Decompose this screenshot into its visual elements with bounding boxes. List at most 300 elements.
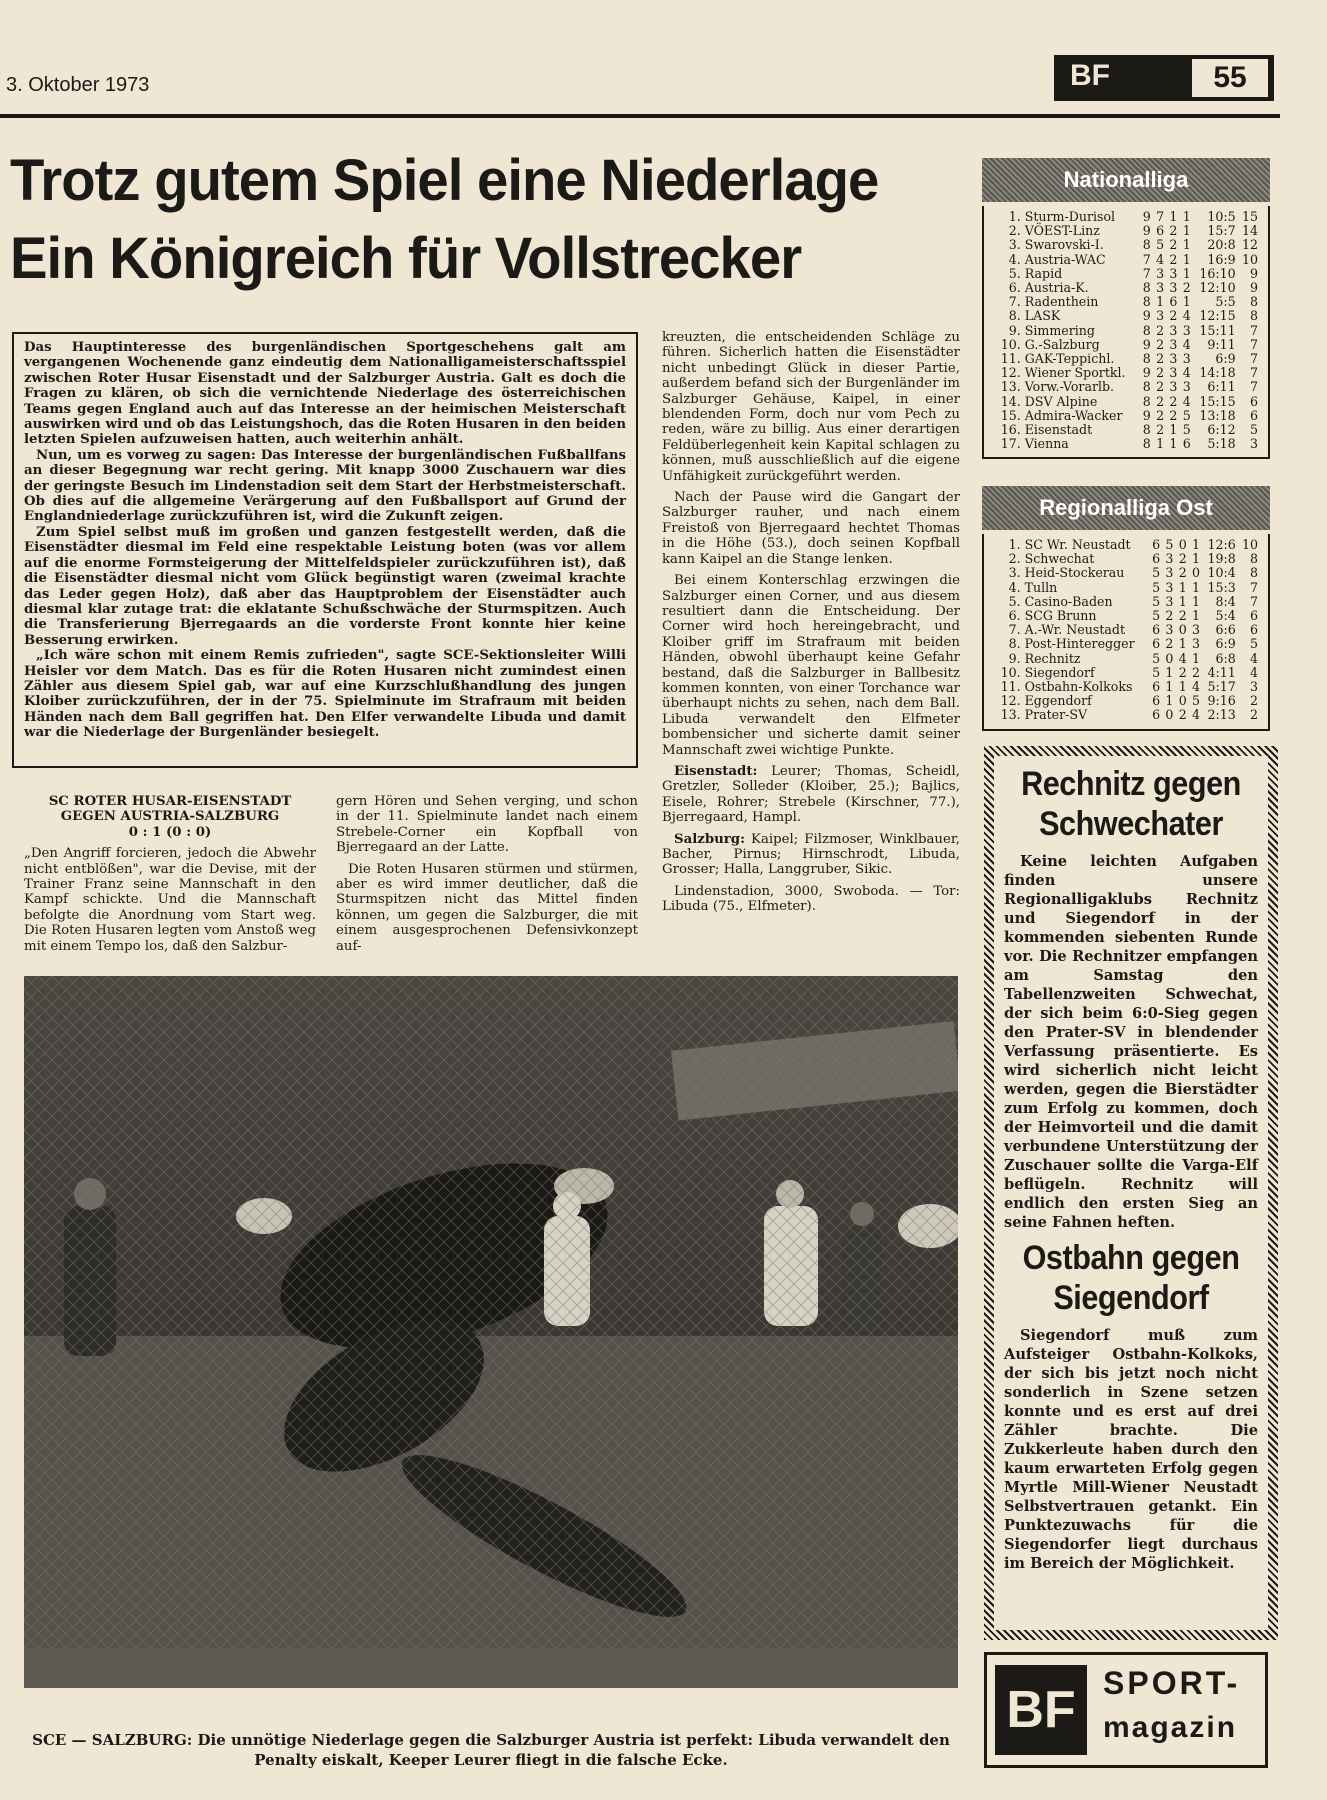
logo-text-sport: SPORT- [1103, 1665, 1241, 1701]
standings-cell: 19:8 [1207, 551, 1236, 567]
standings-cell: 1 [1156, 436, 1165, 452]
standings-cell: 15:7 [1207, 223, 1236, 239]
lineup-eisenstadt [662, 764, 960, 826]
standings-cell: 12:6 [1207, 537, 1236, 552]
standings-row [996, 395, 1260, 409]
sidebar-headline-2: Ostbahn gegen Siegendorf [1022, 1239, 1240, 1317]
photo-caption [16, 1730, 966, 1770]
standings-cell: 8. [1008, 636, 1021, 652]
nationalliga-table [996, 210, 1260, 451]
team-name: Admira-Wacker [1024, 407, 1123, 423]
standings-cell: 6:9 [1215, 351, 1236, 367]
standings-cell: 1. [1008, 537, 1021, 552]
issue-date: 3. Oktober 1973 [6, 74, 150, 96]
standings-cell: 5 [1192, 693, 1201, 709]
standings-cell: 3 [1165, 593, 1174, 609]
standings-cell: 6:12 [1207, 422, 1236, 438]
standings-cell: 12:10 [1199, 280, 1236, 296]
standings-cell: 7 [1249, 351, 1258, 367]
goalkeeper-diving-image [24, 976, 958, 1688]
standings-cell: 7. [1008, 294, 1021, 310]
standings-cell: 2 [1169, 251, 1178, 267]
standings-row [996, 680, 1260, 694]
standings-cell: 1 [1156, 294, 1165, 310]
article-paragraph: gern Hören und Sehen verging, und schon in der 11. Spielminute landet nach einem Strebele-Corner ein Kopfball von Bjerregaard an der Latte. [336, 794, 638, 856]
standings-cell: 3 [1182, 322, 1191, 338]
standings-cell: 1 [1192, 593, 1201, 609]
standings-cell: 2 [1156, 379, 1165, 395]
team-name: Austria-K. [1024, 280, 1089, 296]
standings-cell: 6:6 [1215, 622, 1236, 638]
standings-cell: 5:4 [1215, 608, 1236, 624]
standings-row [996, 708, 1260, 722]
standings-cell: 3 [1169, 351, 1178, 367]
standings-cell: 2 [1182, 280, 1191, 296]
team-name: LASK [1024, 308, 1061, 324]
standings-cell: 8 [1249, 294, 1258, 310]
match-score: 0 : 1 (0 : 0) [128, 824, 212, 840]
team-name: Eisenstadt [1024, 422, 1093, 438]
intro-paragraph: Nun, um es vorweg zu sagen: Das Interesse der burgenländischen Fußballfans an dieser Begegnung war recht gering. Mit knapp 3000 Zuschauern war dies der geringste Besuch im Lindenstadion seit dem Start der Herbstmeisterschaft. Ob dies auf die allgemeine Verärgerung auf den Fußballsport auf Grund der Englandniederlage zurückzuführen ist, wird die Zukunft zeigen. [24, 447, 626, 525]
standings-cell: 10 [1241, 251, 1258, 267]
standings-cell: 1 [1169, 209, 1178, 224]
standings-row [996, 409, 1260, 423]
team-name: Austria-WAC [1024, 251, 1106, 267]
match-report-column-2 [336, 794, 638, 964]
standings-cell: 8 [1142, 322, 1151, 338]
standings-cell: 5 [1249, 422, 1258, 438]
intro-box [12, 332, 638, 768]
standings-cell: 5 [1152, 593, 1161, 609]
standings-row [996, 666, 1260, 680]
standings-cell: 7 [1249, 365, 1258, 381]
logo-text-magazin: magazin [1103, 1711, 1238, 1744]
main-headline [10, 142, 941, 298]
standings-cell: 6 [1152, 636, 1161, 652]
article-column-right [662, 330, 960, 960]
standings-cell: 6 [1249, 407, 1258, 423]
standings-cell: 3. [1008, 237, 1021, 253]
article-paragraph: Nach der Pause wird die Gangart der Salzburger rauher, und nach einem Freistoß von Bjerregaard hechtet Thomas in die Höhe (53.), doch seinen Kopfball kann Kaipel an die Stange lenken. [662, 490, 960, 567]
team-name: Radenthein [1024, 294, 1099, 310]
standings-cell: 5. [1008, 593, 1021, 609]
standings-cell: 2 [1156, 351, 1165, 367]
standings-cell: 6:11 [1207, 379, 1236, 395]
standings-cell: 0 [1165, 707, 1174, 723]
sportmagazin-logo [984, 1652, 1268, 1768]
standings-cell: 2 [1169, 223, 1178, 239]
standings-cell: 2 [1249, 693, 1258, 709]
standings-cell: 1 [1192, 551, 1201, 567]
standings-cell: 8 [1142, 237, 1151, 253]
standings-cell: 1 [1169, 436, 1178, 452]
standings-cell: 1 [1192, 608, 1201, 624]
match-photo [24, 976, 958, 1688]
caption-lead: SCE — SALZBURG: [32, 1731, 193, 1749]
standings-cell: 12 [1241, 237, 1258, 253]
standings-row [996, 309, 1260, 323]
team-name: Prater-SV [1024, 707, 1088, 723]
standings-cell: 6:8 [1215, 650, 1236, 666]
standings-cell: 2 [1169, 393, 1178, 409]
standings-cell: 2 [1165, 608, 1174, 624]
standings-row [996, 694, 1260, 708]
standings-row [996, 652, 1260, 666]
team-name: Schwechat [1024, 551, 1095, 567]
standings-cell: 2 [1169, 237, 1178, 253]
standings-cell: 6 [1182, 436, 1191, 452]
standings-cell: 16:10 [1199, 265, 1236, 281]
standings-row [996, 423, 1260, 437]
standings-cell: 2 [1192, 664, 1201, 680]
standings-cell: 0 [1178, 622, 1187, 638]
standings-row [996, 366, 1260, 380]
standings-cell: 1 [1165, 664, 1174, 680]
standings-cell: 1 [1178, 679, 1187, 695]
standings-cell: 3 [1165, 551, 1174, 567]
standings-cell: 6 [1249, 622, 1258, 638]
standings-row [996, 295, 1260, 309]
intro-paragraph: „Ich wäre schon mit einem Remis zufrieden", sagte SCE-Sektionsleiter Willi Heisler vor dem Match. Das es für die Roten Husaren nicht zumindest einen Zähler aus diesem Spiel gab, war auf eine Kurzschlußhandlung des jungen Kloiber zurückzuführen, der in der 75. Spielminute im Strafraum mit beiden Händen nach dem Ball gegriffen hat. Den Elfer verwandelte Libuda und damit war die Niederlage der Burgenländer besiegelt. [24, 648, 626, 741]
team-name: Post-Hinteregger [1024, 636, 1135, 652]
standings-cell: 4. [1008, 579, 1021, 595]
sidebar-article-1-body: Keine leichten Aufgaben finden unsere Regionalligaklubs Rechnitz und Siegendorf in der kommenden siebenten Runde vor. Die Rechnitzer empfangen am Samstag den Tabellenzweiten Schwechat, der sich beim 6:0-Sieg gegen den Prater-SV in blendender Verfassung präsentierte. Es wird sicherlich nicht leicht werden, gegen die Bierstädter zum Erfolg zu kommen, doch der Heimvorteil und die damit verbundene Unterstützung der Zuschauer sollte die Varga-Elf beflügeln. Rechnitz will endlich den ersten Sieg an seine Fahnen heften. [1004, 853, 1258, 1231]
standings-cell: 5. [1008, 265, 1021, 281]
standings-cell: 5 [1152, 608, 1161, 624]
team-name: GAK-Teppichl. [1024, 351, 1115, 367]
standings-cell: 0 [1165, 650, 1174, 666]
standings-cell: 3 [1169, 322, 1178, 338]
team-name: Vienna [1024, 436, 1069, 452]
standings-cell: 2 [1169, 308, 1178, 324]
sidebar-articles-box [984, 746, 1278, 1640]
standings-row [996, 595, 1260, 609]
team-name: Heid-Stockerau [1024, 565, 1125, 581]
standings-cell: 2 [1178, 608, 1187, 624]
standings-cell: 6 [1152, 537, 1161, 552]
standings-cell: 6 [1152, 679, 1161, 695]
standings-cell: 1 [1178, 579, 1187, 595]
standings-cell: 15:15 [1199, 393, 1236, 409]
standings-cell: 1 [1192, 650, 1201, 666]
standings-cell: 3 [1165, 565, 1174, 581]
standings-cell: 1 [1178, 593, 1187, 609]
lineup-salzburg [662, 832, 960, 878]
standings-cell: 10 [1241, 537, 1258, 552]
standings-cell: 1 [1192, 537, 1201, 552]
team-name: VÖEST-Linz [1024, 223, 1100, 239]
article-paragraph: kreuzten, die entscheidenden Schläge zu führen. Sicherlich hatten die Eisenstädter nicht unbedingt Glück in dieser Partie, außerdem befand sich der Burgenländer im Salzburger Gehäuse, Kaipel, in einer blendenden Form, doch nur vom Pech zu reden, wäre zu billig. Aus einer derartigen Feldüberlegenheit kein Kapital schlagen zu können, muß ausschließlich auf die eigene Unfähigkeit zurückgeführt werden. [662, 330, 960, 484]
standings-cell: 3 [1249, 436, 1258, 452]
standings-cell: 9:11 [1207, 336, 1236, 352]
standings-cell: 13. [1000, 707, 1021, 723]
standings-cell: 4:11 [1207, 664, 1236, 680]
standings-cell: 3 [1182, 351, 1191, 367]
standings-cell: 1 [1182, 223, 1191, 239]
standings-cell: 1 [1165, 693, 1174, 709]
team-name: A.-Wr. Neustadt [1024, 622, 1126, 638]
standings-cell: 3 [1182, 379, 1191, 395]
standings-row [996, 324, 1260, 338]
standings-cell: 5 [1152, 579, 1161, 595]
standings-cell: 7 [1156, 209, 1165, 224]
standings-cell: 2:13 [1207, 707, 1236, 723]
standings-cell: 3 [1169, 379, 1178, 395]
standings-cell: 8 [1142, 436, 1151, 452]
standings-cell: 4 [1156, 251, 1165, 267]
standings-cell: 6 [1249, 608, 1258, 624]
standings-cell: 3 [1169, 336, 1178, 352]
standings-row [996, 538, 1260, 552]
standings-cell: 10:4 [1207, 565, 1236, 581]
standings-cell: 6 [1169, 294, 1178, 310]
standings-cell: 8 [1142, 379, 1151, 395]
standings-cell: 1 [1165, 679, 1174, 695]
standings-cell: 4 [1249, 650, 1258, 666]
team-name: Tulln [1024, 579, 1058, 595]
standings-cell: 1 [1169, 422, 1178, 438]
standings-cell: 3 [1156, 265, 1165, 281]
article-paragraph: Bei einem Konterschlag erzwingen die Salzburger einen Corner, und aus diesem resultiert dann die Entscheidung. Der Corner wird hoch hereingebracht, und Kloiber griff im Strafraum mit beiden Händen, obwohl überhaupt keine Gefahr bestand, daß die Salzburger in Ballbesitz kommen konnten, von einer Torchance war überhaupt nichts zu sehen, nach dem Ball. Libuda verwandelt den Elfmeter bombensicher und sicherte damit seiner Mannschaft zwei wichtige Punkte. [662, 573, 960, 758]
standings-cell: 15 [1241, 209, 1258, 224]
standings-cell: 20:8 [1207, 237, 1236, 253]
nationalliga-table-box [982, 206, 1270, 459]
standings-row [996, 338, 1260, 352]
standings-row [996, 552, 1260, 566]
standings-cell: 5 [1152, 565, 1161, 581]
standings-cell: 9 [1142, 336, 1151, 352]
match-venue: Lindenstadion, 3000, Swoboda. — Tor: Libuda (75., Elfmeter). [662, 883, 960, 915]
standings-cell: 10:5 [1207, 209, 1236, 224]
standings-cell: 7 [1249, 593, 1258, 609]
standings-cell: 3 [1165, 622, 1174, 638]
standings-cell: 2 [1178, 664, 1187, 680]
standings-cell: 1 [1192, 579, 1201, 595]
standings-cell: 0 [1178, 693, 1187, 709]
standings-cell: 5:5 [1215, 294, 1236, 310]
match-report-column-1 [24, 794, 316, 964]
standings-cell: 5 [1152, 650, 1161, 666]
standings-cell: 15:3 [1207, 579, 1236, 595]
caption-text: Die unnötige Niederlage gegen die Salzburger Austria ist perfekt: Libuda verwandelt den Penalty eiskalt, Keeper Leurer fliegt in die falsche Ecke. [192, 1731, 950, 1769]
regionalliga-header: Regionalliga Ost [982, 486, 1270, 530]
team-name: Rapid [1024, 265, 1063, 281]
standings-cell: 2 [1156, 407, 1165, 423]
team-name: DSV Alpine [1024, 393, 1098, 409]
standings-cell: 16:9 [1207, 251, 1236, 267]
standings-cell: 8 [1142, 294, 1151, 310]
standings-cell: 1. [1008, 209, 1021, 224]
standings-cell: 14 [1241, 223, 1258, 239]
standings-cell: 2 [1165, 636, 1174, 652]
standings-cell: 11. [1000, 351, 1021, 367]
standings-cell: 11. [1000, 679, 1021, 695]
team-name: SCG Brunn [1024, 608, 1097, 624]
intro-paragraph: Zum Spiel selbst muß im großen und ganzen festgestellt werden, daß die Eisenstädter diesmal im Feld eine respektable Leistung boten (was vor allem auf die enorme Formsteigerung der Mittelfeldspieler zurückzuführen ist), daß die Eisenstädter diesmal nicht vom Glück begünstigt waren (zweimal krachte das Leder gegen Holz), daß aber das Hauptproblem der Eisenstädter auch diesmal klar zutage trat: die eklatante Schußschwäche der Sturmspitzen. Auch die Transferierung Bjerregaards an die vorderste Front konnte hier keine Besserung erwirken. [24, 524, 626, 648]
standings-row [996, 380, 1260, 394]
lineup-label: Salzburg: [674, 831, 745, 847]
intro-paragraph: Das Hauptinteresse des burgenländischen Sportgeschehens galt am vergangenen Wochenende ganz eindeutig dem Nationalligameisterschaftsspiel zwischen Roter Husar Eisenstadt und der Salzburger Austria. Galt es doch die Fragen zu klären, ob sich die vernichtende Niederlage des österreichischen Teams gegen England auch auf das Interesse an der heimischen Meisterschaft auswirken wird und ob das Leistungshoch, das die Roten Husaren in den beiden letzten Spielen aufzuweisen hatten, auch weiterhin anhält. [24, 340, 626, 448]
team-name: Ostbahn-Kolkoks [1024, 679, 1133, 695]
standings-cell: 10. [1000, 664, 1021, 680]
standings-cell: 6. [1008, 608, 1021, 624]
standings-cell: 7 [1249, 379, 1258, 395]
team-name: Rechnitz [1024, 650, 1081, 666]
team-name: Casino-Baden [1024, 593, 1113, 609]
headline-line-2: Ein Königreich für Vollstrecker [10, 226, 802, 291]
standings-row [996, 238, 1260, 252]
standings-row [996, 566, 1260, 580]
match-title: GEGEN AUSTRIA-SALZBURG [60, 809, 280, 825]
standings-cell: 7 [1142, 251, 1151, 267]
regionalliga-table-box [982, 534, 1270, 731]
standings-cell: 13. [1000, 379, 1021, 395]
standings-cell: 17. [1000, 436, 1021, 452]
standings-cell: 6 [1156, 223, 1165, 239]
standings-cell: 2 [1156, 422, 1165, 438]
standings-cell: 2. [1008, 551, 1021, 567]
standings-cell: 5 [1182, 407, 1191, 423]
standings-cell: 8 [1142, 422, 1151, 438]
team-name: SC Wr. Neustadt [1024, 537, 1131, 552]
standings-cell: 2 [1178, 551, 1187, 567]
standings-row [996, 253, 1260, 267]
standings-cell: 7 [1249, 336, 1258, 352]
headline-line-1: Trotz gutem Spiel eine Niederlage [10, 148, 879, 213]
masthead-badge [1054, 55, 1274, 101]
standings-cell: 4 [1182, 336, 1191, 352]
standings-cell: 8 [1249, 308, 1258, 324]
bf-logo-mark: BF [995, 1665, 1087, 1755]
standings-cell: 3 [1249, 679, 1258, 695]
standings-cell: 2 [1169, 407, 1178, 423]
standings-cell: 2 [1156, 365, 1165, 381]
standings-cell: 7 [1249, 579, 1258, 595]
team-name: Swarovski-I. [1024, 237, 1104, 253]
standings-cell: 3 [1156, 308, 1165, 324]
lineup-text: Leurer; Thomas, Scheidl, Gretzler, Solleder (Kloiber, 25.); Bajlics, Eisele, Rohrer; Strebele (Kirschner, 77.), Bjerregaard, Hampl. [662, 763, 960, 826]
standings-cell: 4 [1182, 308, 1191, 324]
standings-cell: 2 [1156, 336, 1165, 352]
standings-cell: 15. [1000, 407, 1021, 423]
sidebar-headline-1: Rechnitz gegen Schwechater [1021, 765, 1241, 843]
standings-cell: 14. [1000, 393, 1021, 409]
standings-cell: 7. [1008, 622, 1021, 638]
standings-cell: 2 [1178, 565, 1187, 581]
standings-cell: 3 [1165, 579, 1174, 595]
standings-row [996, 623, 1260, 637]
standings-cell: 3. [1008, 565, 1021, 581]
standings-cell: 13:18 [1199, 407, 1236, 423]
standings-row [996, 437, 1260, 451]
standings-row [996, 267, 1260, 281]
sidebar-article-2-body: Siegendorf muß zum Aufsteiger Ostbahn-Kolkoks, der sich bis jetzt noch nicht sonderlich in Szene setzen konnte und es erst auf drei Zähler brachte. Die Zukkerleute haben durch den kaum erwarteten Erfolg gegen Myrtle Mill-Wiener Neustadt Selbstvertrauen getankt. Ein Punktezuwachs für die Siegendorfer liegt durchaus im Bereich der Möglichkeit. [1004, 1327, 1258, 1572]
standings-cell: 5 [1182, 422, 1191, 438]
standings-cell: 14:18 [1199, 365, 1236, 381]
standings-cell: 15:11 [1199, 322, 1236, 338]
page-number: 55 [1192, 59, 1268, 97]
standings-row [996, 352, 1260, 366]
standings-cell: 6. [1008, 280, 1021, 296]
standings-row [996, 224, 1260, 238]
standings-cell: 6:9 [1215, 636, 1236, 652]
standings-cell: 1 [1182, 251, 1191, 267]
standings-cell: 1 [1182, 209, 1191, 224]
standings-row [996, 581, 1260, 595]
standings-cell: 5 [1165, 537, 1174, 552]
regionalliga-table [996, 538, 1260, 723]
standings-cell: 0 [1178, 537, 1187, 552]
team-name: Simmering [1024, 322, 1095, 338]
standings-cell: 5:18 [1207, 436, 1236, 452]
match-title: SC ROTER HUSAR-EISENSTADT [48, 794, 292, 809]
standings-cell: 2 [1249, 707, 1258, 723]
standings-cell: 10. [1000, 336, 1021, 352]
standings-cell: 5 [1249, 636, 1258, 652]
standings-cell: 0 [1192, 565, 1201, 581]
standings-cell: 6 [1152, 622, 1161, 638]
team-name: Wiener Sportkl. [1024, 365, 1126, 381]
article-paragraph: Die Roten Husaren stürmen und stürmen, aber es wird immer deutlicher, daß die Sturmspitzen nicht das Mittel finden können, um gegen die Salzburger, die mit einem ausgesprochenen Defensivkonzept auf- [336, 861, 638, 954]
standings-cell: 2 [1178, 707, 1187, 723]
standings-cell: 9 [1249, 265, 1258, 281]
standings-cell: 8 [1142, 393, 1151, 409]
lineup-text: Kaipel; Filzmoser, Winklbauer, Bacher, Pirnus; Hirnschrodt, Libuda, Grosser; Halla, Langgruber, Sikic. [662, 831, 960, 878]
standings-cell: 6 [1152, 707, 1161, 723]
standings-cell: 9. [1008, 650, 1021, 666]
standings-cell: 3 [1169, 365, 1178, 381]
standings-cell: 8 [1249, 565, 1258, 581]
standings-cell: 1 [1182, 294, 1191, 310]
standings-cell: 6 [1249, 393, 1258, 409]
standings-cell: 7 [1142, 265, 1151, 281]
nationalliga-header: Nationalliga [982, 158, 1270, 202]
standings-cell: 5 [1156, 237, 1165, 253]
standings-cell: 3 [1192, 622, 1201, 638]
standings-cell: 9 [1142, 365, 1151, 381]
standings-cell: 4 [1192, 707, 1201, 723]
standings-cell: 16. [1000, 422, 1021, 438]
masthead-logo: BF [1070, 59, 1110, 92]
standings-cell: 8 [1142, 280, 1151, 296]
standings-cell: 8. [1008, 308, 1021, 324]
standings-row [996, 609, 1260, 623]
lineup-label: Eisenstadt: [674, 763, 758, 779]
standings-cell: 1 [1178, 636, 1187, 652]
standings-cell: 4. [1008, 251, 1021, 267]
standings-cell: 6 [1152, 551, 1161, 567]
standings-cell: 12:15 [1199, 308, 1236, 324]
standings-cell: 4 [1182, 365, 1191, 381]
standings-cell: 12. [1000, 693, 1021, 709]
standings-cell: 4 [1249, 664, 1258, 680]
standings-cell: 5 [1152, 664, 1161, 680]
standings-cell: 2. [1008, 223, 1021, 239]
header-rule [0, 114, 1280, 118]
standings-cell: 9 [1142, 308, 1151, 324]
standings-cell: 9. [1008, 322, 1021, 338]
article-paragraph: „Den Angriff forcieren, jedoch die Abwehr nicht entblößen", war die Devise, mit der Trainer Franz seine Mannschaft in den Kampf schickte. Und die Mannschaft befolgte die Anordnung vom Start weg. Die Roten Husaren legten vom Anstoß weg mit einem Tempo los, daß den Salzbur- [24, 846, 316, 954]
standings-cell: 9 [1249, 280, 1258, 296]
standings-cell: 3 [1169, 265, 1178, 281]
standings-row [996, 637, 1260, 651]
standings-cell: 1 [1182, 237, 1191, 253]
team-name: Eggendorf [1024, 693, 1092, 709]
standings-cell: 12. [1000, 365, 1021, 381]
standings-cell: 2 [1156, 322, 1165, 338]
standings-cell: 1 [1182, 265, 1191, 281]
team-name: Sturm-Durisol [1024, 209, 1116, 224]
